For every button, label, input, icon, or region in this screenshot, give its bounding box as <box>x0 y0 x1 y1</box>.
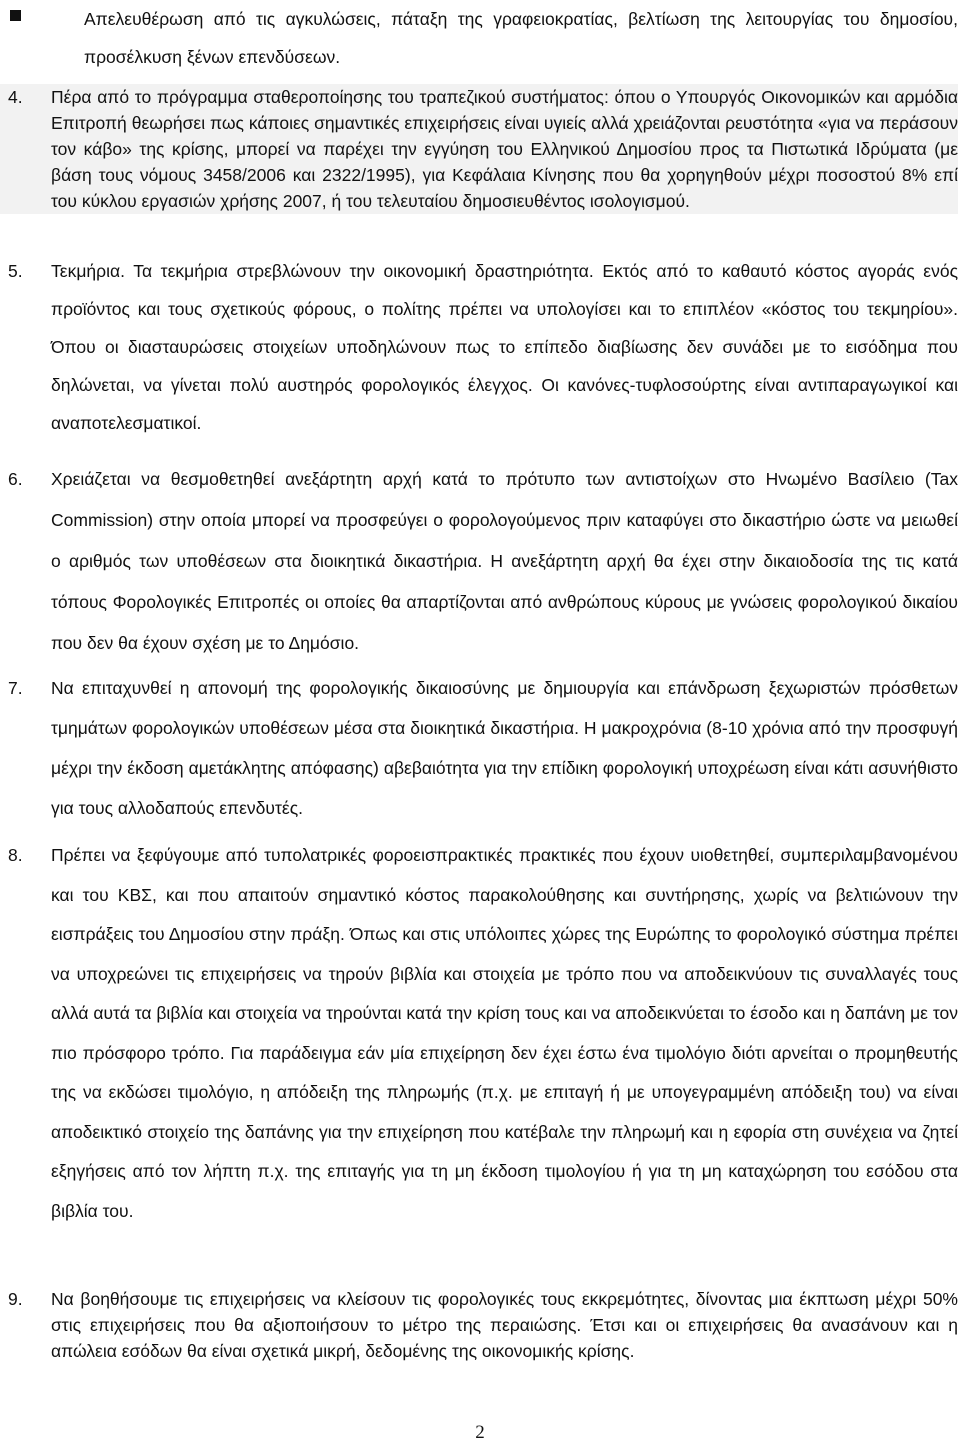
list-item-8 <box>0 836 958 1231</box>
square-bullet-icon <box>10 10 21 21</box>
list-item-number: 4. <box>8 87 23 107</box>
list-item-text: Πρέπει να ξεφύγουμε από τυπολατρικές φοροεισπρακτικές πρακτικές που έχουν υιοθετηθεί, συμπεριλαμβανομένου και του ΚΒΣ, και που απαιτούν σημαντικό κόστος παρακολούθησης και συντήρησης, χωρίς να βελτιώνουν την εισπράξεις του Δημοσίου στην πράξη. Όπως και στις υπόλοιπες χώρες της Ευρώπης το φορολογικό σύστημα πρέπει να υποχρεώνει τις επιχειρήσεις να τηρούν βιβλία και στοιχεία με τρόπο που να αποδεικνύουν τις συναλλαγές τους αλλά αυτά τα βιβλία και στοιχεία να τηρούνται κατά την κρίση τους και να αποδεικνύεται το έσοδο και η δαπάνη με τον πιο πρόσφορο τρόπο. Για παράδειγμα εάν μία επιχείρηση δεν έχει έστω ένα τιμολόγιο διότι αρνείται ο προμηθευτής της να εκδώσει τιμολόγιο, η απόδειξη της πληρωμής (π.χ. με επιταγή ή με υπογεγραμμένη απόδειξη του) να είναι αποδεικτικό στοιχείο της δαπάνης για την επιχείρηση που κατέβαλε την πληρωμή και η εφορία στη συνέχεια να ζητεί εξηγήσεις από τον λήπτη π.χ. της επιταγής για τη μη έκδοση τιμολογίου ή για τη μη καταχώρηση του εσόδου στα βιβλία του. <box>51 845 958 1221</box>
list-item-9 <box>0 1286 958 1364</box>
list-item-number: 8. <box>8 845 23 865</box>
list-item-number: 7. <box>8 678 23 698</box>
bullet-text: Απελευθέρωση από τις αγκυλώσεις, πάταξη της γραφειοκρατίας, βελτίωση της λειτουργίας του δημοσίου, προσέλκυση ξένων επενδύσεων. <box>84 9 958 67</box>
bullet-item <box>0 0 958 76</box>
list-item-text: Να επιταχυνθεί η απονομή της φορολογικής δικαιοσύνης με δημιουργία και επάνδρωση ξεχωριστών πρόσθετων τμημάτων φορολογικών υποθέσεων μέσα στα διοικητικά δικαστήρια. Η μακροχρόνια (8-10 χρόνια από την προσφυγή μέχρι την έκδοση αμετάκλητης απόφασης) αβεβαιότητα για την επίδικη φορολογική υποχρέωση είναι κάτι ασυνήθιστο για τους αλλοδαπούς επενδυτές. <box>51 678 958 818</box>
list-item-number: 6. <box>8 469 23 489</box>
list-item-7 <box>0 668 958 828</box>
list-item-6 <box>0 459 958 664</box>
list-item-number: 9. <box>8 1289 23 1309</box>
list-item-text: Πέρα από το πρόγραμμα σταθεροποίησης του τραπεζικού συστήματος: όπου ο Υπουργός Οικονομικών και αρμόδια Επιτροπή θεωρήσει πως κάποιες σημαντικές επιχειρήσεις είναι υγιείς αλλά χρειάζονται ρευστότητα «για να περάσουν τον κάβο» της κρίσης, μπορεί να παρέχει την εγγύηση του Ελληνικού Δημοσίου προς τα Πιστωτικά Ιδρύματα (με βάση τους νόμους 3458/2006 και 2322/1995), για Κεφάλαια Κίνησης που θα χορηγηθούν μέχρι ποσοστού 8% επί του κύκλου εργασιών χρήσης 2007, ή του τελευταίου δημοσιευθέντος ισολογισμού. <box>51 87 958 211</box>
list-item-4 <box>0 84 958 214</box>
page-number: 2 <box>475 1422 485 1443</box>
list-item-text: Τεκμήρια. Τα τεκμήρια στρεβλώνουν την οικονομική δραστηριότητα. Εκτός από το καθαυτό κόστος αγοράς ενός προϊόντος και τους σχετικούς φόρους, ο πολίτης πρέπει να υπολογίσει και το επιπλέον «κόστος του τεκμηρίου». Όπου οι διασταυρώσεις στοιχείων υποδηλώνουν πως το επίπεδο διαβίωσης δεν συνάδει με το εισόδημα που δηλώνεται, να γίνεται πολύ αυστηρός φορολογικός έλεγχος. Οι κανόνες-τυφλοσούρτης είναι αντιπαραγωγικοί και αναποτελεσματικοί. <box>51 261 958 433</box>
list-item-text: Να βοηθήσουμε τις επιχειρήσεις να κλείσουν τις φορολογικές τους εκκρεμότητες, δίνοντας μια έκπτωση μέχρι 50% στις επιχειρήσεις που θα αξιοποιήσουν το μέτρο της περαιώσης. Έτσι και οι επιχειρήσεις θα ανασάνουν και η απώλεια εσόδων θα είναι σχετικά μικρή, δεδομένης της οικονομικής κρίσης. <box>51 1289 958 1361</box>
list-item-number: 5. <box>8 261 23 281</box>
list-item-text: Χρειάζεται να θεσμοθετηθεί ανεξάρτητη αρχή κατά το πρότυπο των αντιστοίχων στο Ηνωμένο Βασίλειο (Tax Commission) στην οποία μπορεί να προσφεύγει ο φορολογούμενος πριν καταφύγει στο δικαστήριο ώστε να μειωθεί ο αριθμός των υποθέσεων στα διοικητικά δικαστήρια. Η ανεξάρτητη αρχή θα έχει στην δικαιοδοσία της τις κατά τόπους Φορολογικές Επιτροπές οι οποίες θα απαρτίζονται από ανθρώπους κύρους με γνώσεις φορολογικού δικαίου που δεν θα έχουν σχέση με το Δημόσιο. <box>51 469 958 653</box>
list-item-5 <box>0 252 958 442</box>
